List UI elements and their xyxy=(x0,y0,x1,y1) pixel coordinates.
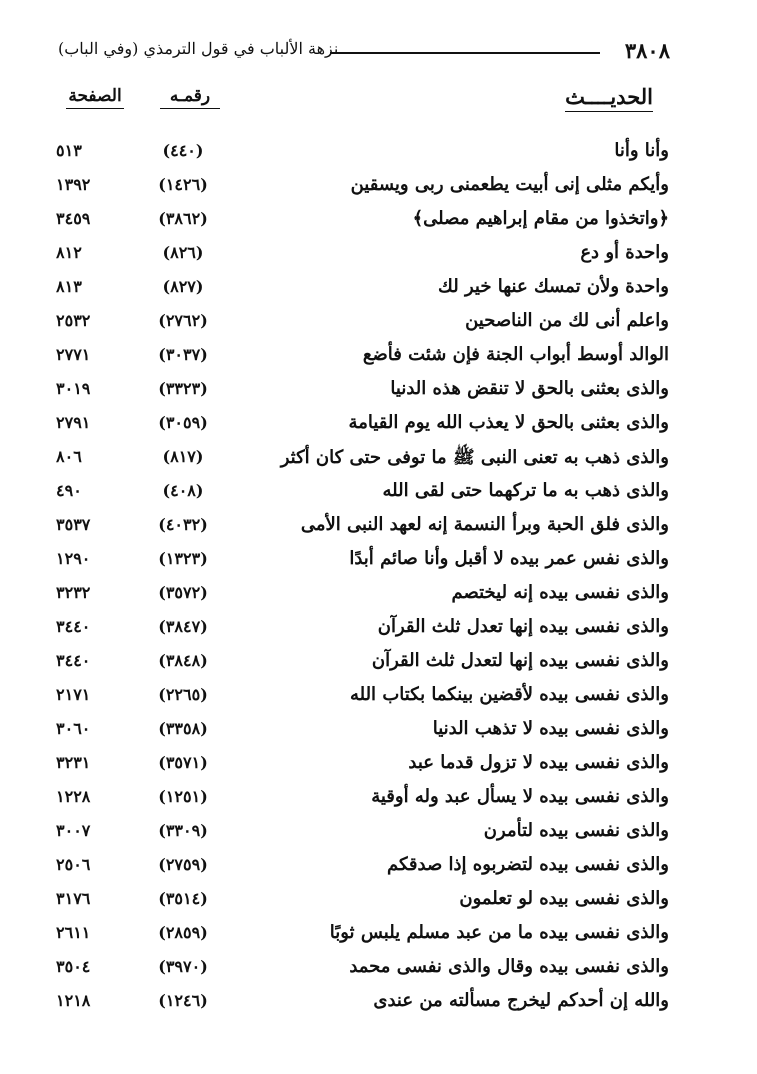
index-row xyxy=(0,342,757,376)
hadith-number: (٣٣٠٩) xyxy=(158,821,208,840)
hadith-text: وأنا وأنا xyxy=(614,140,669,161)
index-row xyxy=(0,274,757,308)
page-ref: ٢٧٧١ xyxy=(56,345,91,364)
hadith-text: والذى نفسى بيده ما من عبد مسلم يلبس ثوبًا xyxy=(329,922,669,943)
index-row xyxy=(0,648,757,682)
page-ref: ٢٧٩١ xyxy=(56,413,91,432)
page-ref: ٣٤٤٠ xyxy=(56,617,91,636)
hadith-number: (٣٨٤٧) xyxy=(158,617,208,636)
index-row xyxy=(0,580,757,614)
index-row xyxy=(0,172,757,206)
hadith-text: والذى نفسى بيده لا تزول قدما عبد xyxy=(408,752,669,773)
hadith-text: والذى نفسى بيده لا يسأل عبد وله أوقية xyxy=(371,786,669,807)
column-headers xyxy=(0,84,757,120)
index-row xyxy=(0,682,757,716)
hadith-number: (٣٩٧٠) xyxy=(158,957,208,976)
hadith-text: والذى نفسى بيده لتأمرن xyxy=(483,820,669,841)
index-row xyxy=(0,920,757,954)
hadith-text: والذى بعثنى بالحق لا يعذب الله يوم القيامة xyxy=(348,412,669,433)
hadith-number: (٢٧٥٩) xyxy=(158,855,208,874)
index-row xyxy=(0,614,757,648)
hadith-text: والذى نفسى بيده لتضربوه إذا صدقكم xyxy=(386,854,669,875)
hadith-number: (٨١٧) xyxy=(162,447,204,466)
index-row xyxy=(0,206,757,240)
page-ref: ٣٢٣٢ xyxy=(56,583,91,602)
index-row xyxy=(0,444,757,478)
page-ref: ١٢٢٨ xyxy=(56,787,91,806)
hadith-text: والذى فلق الحبة وبرأ النسمة إنه لعهد النبى الأمى xyxy=(300,514,669,535)
hadith-number: (٣٠٣٧) xyxy=(158,345,208,364)
hadith-number: (٤٠٨) xyxy=(162,481,204,500)
page-ref: ٨٠٦ xyxy=(56,447,82,466)
page-number: ٣٨٠٨ xyxy=(624,38,670,63)
page-ref: ٢٦١١ xyxy=(56,923,91,942)
index-list xyxy=(0,138,757,1022)
index-row xyxy=(0,240,757,274)
column-header-page: الصفحة xyxy=(66,86,124,109)
page-ref: ٣٥٠٤ xyxy=(56,957,91,976)
hadith-text: والذى بعثنى بالحق لا تنقض هذه الدنيا xyxy=(390,378,669,399)
page-ref: ٢٥٠٦ xyxy=(56,855,91,874)
page-ref: ١٢٩٠ xyxy=(56,549,91,568)
index-row xyxy=(0,410,757,444)
hadith-text: ﴿واتخذوا من مقام إبراهيم مصلى﴾ xyxy=(412,208,669,229)
hadith-text: الوالد أوسط أبواب الجنة فإن شئت فأضع xyxy=(362,344,669,365)
hadith-number: (٣٣٢٣) xyxy=(158,379,208,398)
page-ref: ٥١٣ xyxy=(56,141,82,160)
hadith-text: والذى نفسى بيده لأقضين بينكما بكتاب الله xyxy=(349,684,669,705)
hadith-text: والله إن أحدكم ليخرج مسألته من عندى xyxy=(373,990,669,1011)
hadith-text: واحدة ولأن تمسك عنها خير لك xyxy=(438,276,669,297)
index-row xyxy=(0,478,757,512)
page-ref: ٤٩٠ xyxy=(56,481,82,500)
hadith-number: (٣٥٧٢) xyxy=(158,583,208,602)
header-rule xyxy=(330,52,600,54)
hadith-number: (٣٥٧١) xyxy=(158,753,208,772)
hadith-number: (٤٠٣٢) xyxy=(158,515,208,534)
page-ref: ٣٠٠٧ xyxy=(56,821,91,840)
hadith-number: (١٤٢٦) xyxy=(158,175,208,194)
hadith-number: (٢٢٦٥) xyxy=(158,685,208,704)
index-row xyxy=(0,818,757,852)
running-title: نزهة الألباب في قول الترمذي (وفي الباب) xyxy=(58,39,339,58)
hadith-text: والذى نفس عمر بيده لا أقبل وأنا صائم أبدًا xyxy=(349,548,669,569)
hadith-text: والذى نفسى بيده لا تذهب الدنيا xyxy=(432,718,669,739)
index-row xyxy=(0,784,757,818)
hadith-text: والذى نفسى بيده إنها تعدل ثلث القرآن xyxy=(377,616,669,637)
page-ref: ٣٤٤٠ xyxy=(56,651,91,670)
hadith-text: والذى نفسى بيده إنه ليختصم xyxy=(451,582,669,603)
hadith-number: (٨٢٧) xyxy=(162,277,204,296)
hadith-text: وأيكم مثلى إنى أبيت يطعمنى ربى ويسقين xyxy=(350,174,669,195)
hadith-number: (١٢٤٦) xyxy=(158,991,208,1010)
page-ref: ٢٥٣٢ xyxy=(56,311,91,330)
page-ref: ٣٠٦٠ xyxy=(56,719,91,738)
column-header-number: رقمـه xyxy=(160,86,220,109)
index-row xyxy=(0,988,757,1022)
page-ref: ١٣٩٢ xyxy=(56,175,91,194)
hadith-number: (٣٨٦٢) xyxy=(158,209,208,228)
hadith-number: (٢٧٦٢) xyxy=(158,311,208,330)
hadith-number: (٢٨٥٩) xyxy=(158,923,208,942)
hadith-text: والذى نفسى بيده إنها لتعدل ثلث القرآن xyxy=(371,650,669,671)
page-ref: ٨١٢ xyxy=(56,243,82,262)
index-row xyxy=(0,376,757,410)
page-ref: ٣٤٥٩ xyxy=(56,209,91,228)
hadith-number: (١٢٥١) xyxy=(158,787,208,806)
index-row xyxy=(0,546,757,580)
page-ref: ٣١٧٦ xyxy=(56,889,91,908)
index-row xyxy=(0,852,757,886)
index-row xyxy=(0,512,757,546)
index-row xyxy=(0,954,757,988)
hadith-number: (١٣٢٣) xyxy=(158,549,208,568)
page-ref: ٨١٣ xyxy=(56,277,82,296)
hadith-number: (٤٤٠) xyxy=(162,141,204,160)
page-ref: ٢١٧١ xyxy=(56,685,91,704)
page-ref: ١٢١٨ xyxy=(56,991,91,1010)
index-row xyxy=(0,308,757,342)
hadith-text: والذى نفسى بيده وقال والذى نفسى محمد xyxy=(349,956,669,977)
page-ref: ٣٢٣١ xyxy=(56,753,91,772)
page-header xyxy=(58,36,670,66)
index-row xyxy=(0,750,757,784)
page-ref: ٣٥٣٧ xyxy=(56,515,91,534)
hadith-number: (٣٨٤٨) xyxy=(158,651,208,670)
hadith-text: واعلم أنى لك من الناصحين xyxy=(465,310,669,331)
column-header-hadith: الحديــــث xyxy=(565,84,653,112)
hadith-text: والذى ذهب به ما تركهما حتى لقى الله xyxy=(382,480,669,501)
hadith-text: والذى ذهب به تعنى النبى ﷺ ما توفى حتى كان أكثر xyxy=(280,447,669,468)
index-row xyxy=(0,138,757,172)
hadith-number: (٣٠٥٩) xyxy=(158,413,208,432)
hadith-text: واحدة أو دع xyxy=(580,242,669,263)
page-ref: ٣٠١٩ xyxy=(56,379,91,398)
hadith-number: (٣٥١٤) xyxy=(158,889,208,908)
index-row xyxy=(0,716,757,750)
hadith-number: (٣٣٥٨) xyxy=(158,719,208,738)
index-row xyxy=(0,886,757,920)
hadith-number: (٨٢٦) xyxy=(162,243,204,262)
hadith-text: والذى نفسى بيده لو تعلمون xyxy=(459,888,669,909)
